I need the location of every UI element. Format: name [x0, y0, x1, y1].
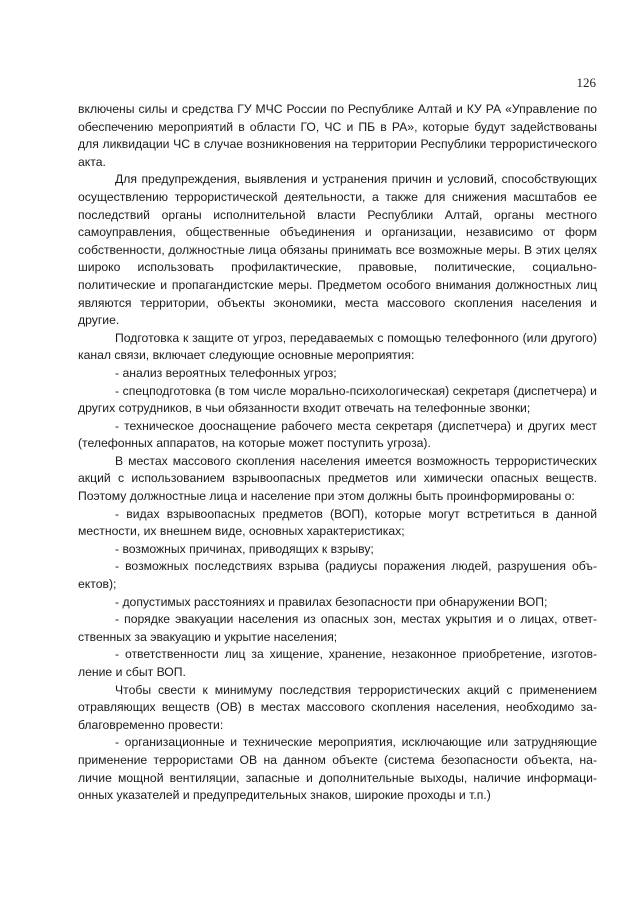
list-item: - возможных последствиях взрыва (радиусы поражения людей, разрушения объектов);: [78, 559, 597, 592]
list-item: - видах взрывоопасных предметов (ВОП), которые могут встретиться в данной местности, их внешнем виде, основных характеристиках;: [78, 506, 597, 539]
page-number: 126: [576, 75, 596, 90]
list-item: - допустимых расстояниях и правилах безопасности при обнаружении ВОП;: [115, 594, 548, 609]
list-item: - возможных причинах, приводящих к взрыву;: [115, 541, 374, 556]
list-item: - порядке эвакуации населения из опасных зон, местах укрытия и о лицах, ответственных за эвакуацию и укрытие населения;: [78, 612, 597, 644]
paragraph: В местах массового скопления населения имеется возможность террористических акций с использованием взрывоопасных предметов или химически опасных веществ. Поэтому должностные лица и население при этом должны быть проинформированы о:: [78, 453, 597, 504]
list-item: - анализ вероятных телефонных угроз;: [115, 365, 337, 380]
list-item: - техническое дооснащение рабочего места секретаря (диспетчера) и других мест (телефонных аппаратов, на которые может поступить угроза).: [78, 418, 597, 451]
paragraph: Для предупреждения, выявления и устранения причин и условий, способствующих осуществлению террористической деятельности, а также для снижения масштабов ее последствий органы исполнительной власти Республики Алтай, органы местного самоуправления, общественные объединения и организации, независимо от форм собственности, должностные лица обязаны принимать все возможные меры. В этих целях широко использовать профилактические, правовые, политические, социально-политические и пропагандистские меры. Предметом особого внимания должностных лиц являются территории, объекты экономики, места массового скопления населения и другие.: [78, 172, 597, 328]
list-item: - организационные и технические мероприятия, исключающие или затрудняющие применение террористами ОВ на данном объекте (система безопасности объекта, наличие мощной вентиляции, запасные и дополнительные выходы, наличие информационных указателей и предупредительных знаков, широкие проходы и т.п.): [78, 735, 597, 803]
paragraph: Подготовка к защите от угроз, передаваемых с помощью телефонного (или другого) канал связи, включает следующие основные мероприятия:: [78, 330, 597, 363]
paragraph: включены силы и средства ГУ МЧС России по Республике Алтай и КУ РА «Управление по обеспечению мероприятий в области ГО, ЧС и ПБ в РА», которые будут задействованы для ликвидации ЧС в случае возникновения на территории Республики террористического акта.: [78, 102, 597, 169]
document-body: [78, 101, 597, 805]
paragraph: Чтобы свести к минимуму последствия террористических акций с применением отравляющих веществ (ОВ) в местах массового скопления населения, необходимо заблаговременно провести:: [78, 682, 597, 732]
list-item: - спецподготовка (в том числе морально-психологическая) секретаря (диспетчера) и других сотрудников, в чьи обязанности входит отвечать на телефонные звонки;: [78, 383, 597, 416]
list-item: - ответственности лиц за хищение, хранение, незаконное приобретение, изготовление и сбыт ВОП.: [78, 647, 597, 679]
